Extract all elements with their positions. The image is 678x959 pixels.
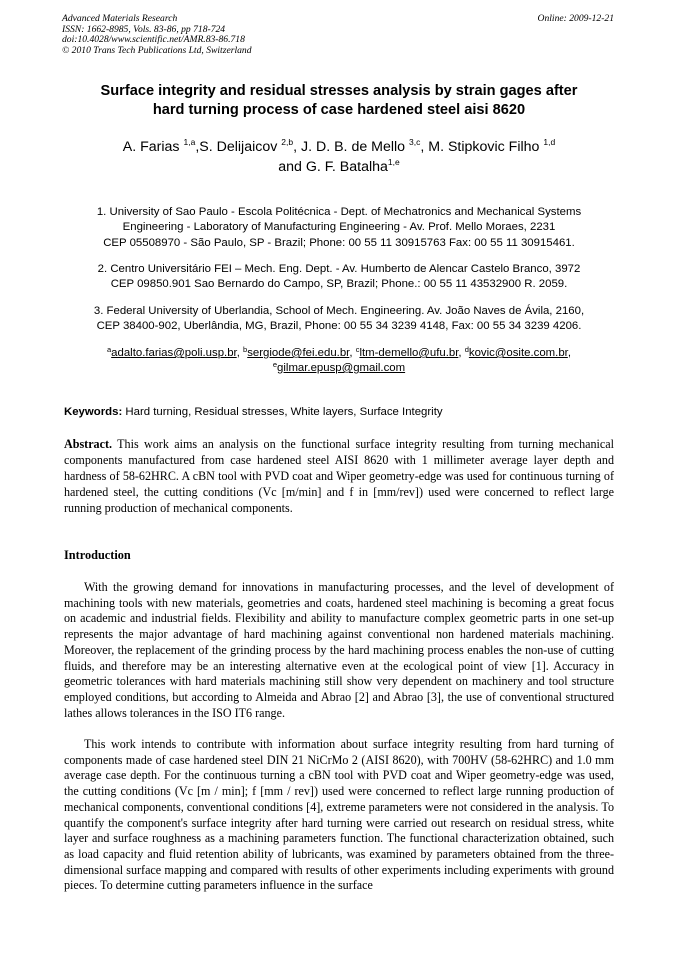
author-affil-sup: 1,e: [387, 157, 400, 167]
affiliation-line: 3. Federal University of Uberlandia, School of Mech. Engineering. Av. João Naves de Ávila, 2160,: [93, 305, 585, 317]
abstract-text: This work aims an analysis on the functional surface integrity resulting from turning mechanical components manufactured from case hardened steel AISI 8620 with 1 millimeter average layer depth and hardness of 58-62HRC. A cBN tool with PVD coat and Wiper geometry-edge was used for continuous turning of hardened steel, the cutting conditions (Vc [m/min] and f in [mm/rev]) used were concerned to reflect large running production of mechanical components.: [64, 437, 614, 516]
affiliation-3: [60, 304, 618, 335]
author-name: and G. F. Batalha: [278, 159, 388, 175]
paper-title: [60, 82, 618, 120]
affiliation-line: CEP 05508970 - São Paulo, SP - Brazil; Phone: 00 55 11 30915763 Fax: 00 55 11 30915461.: [103, 236, 575, 249]
journal-header: [62, 14, 252, 56]
author-affil-sup: 1,a: [183, 137, 196, 147]
doi-line: doi:10.4028/www.scientific.net/AMR.83-86.718: [62, 34, 245, 46]
email-sup: b: [243, 345, 248, 354]
affiliation-line: CEP 09850.901 Sao Bernardo do Campo, SP, Brazil; Phone.: 00 55 11 43532900 R. 2059.: [110, 278, 568, 291]
issn-line: ISSN: 1662-8985, Vols. 83-86, pp 718-724: [62, 23, 226, 35]
email-sup: a: [106, 345, 112, 354]
email-link-b[interactable]: sergiode@fei.edu.br: [247, 347, 350, 359]
title-line-2: hard turning process of case hardened steel aisi 8620: [152, 102, 526, 118]
email-link-a[interactable]: adalto.farias@poli.usp.br: [111, 347, 237, 359]
author-name: , J. D. B. de Mello: [293, 139, 406, 155]
author-name: A. Farias: [122, 139, 180, 155]
author-affil-sup: 1,d: [543, 137, 556, 147]
affiliation-line: CEP 38400-902, Uberlândia, MG, Brazil, Phone: 00 55 34 3239 4148, Fax: 00 55 34 3239 4206.: [96, 320, 582, 333]
online-date: Online: 2009-12-21: [537, 13, 614, 24]
keywords: [64, 405, 620, 420]
affiliation-2: [60, 262, 618, 293]
author-emails: [60, 346, 618, 376]
author-line-1: [60, 137, 618, 157]
affiliation-line: Engineering - Laboratory of Manufacturing Engineering - Av. Prof. Mello Moraes, 2231: [122, 221, 556, 234]
affiliation-line: 2. Centro Universitário FEI – Mech. Eng. Dept. - Av. Humberto de Alencar Castelo Branco, 3972: [97, 263, 581, 275]
abstract: [64, 436, 614, 516]
copyright-line: © 2010 Trans Tech Publications Ltd, Switzerland: [62, 44, 252, 56]
keywords-text: Hard turning, Residual stresses, White layers, Surface Integrity: [125, 406, 443, 418]
email-sup: d: [464, 345, 469, 354]
title-line-1: Surface integrity and residual stresses analysis by strain gages after: [100, 83, 578, 99]
introduction-heading: Introduction: [64, 548, 131, 562]
author-name: ,S. Delijaicov: [195, 139, 278, 155]
email-line-2: [60, 361, 618, 376]
author-line-2: [60, 157, 618, 177]
journal-name: Advanced Materials Research: [62, 13, 178, 24]
email-link-e[interactable]: gilmar.epusp@gmail.com: [277, 362, 406, 374]
affiliation-line: 1. University of Sao Paulo - Escola Politécnica - Dept. of Mechatronics and Mechanical Systems: [96, 206, 582, 218]
email-line-1: $^a$adalto.farias@poli.usp.br, $^b$sergiode@fei.edu.br, $^c$ltm-demello@ufu.br, $^d$kovic@osite.com.br,: [106, 345, 571, 359]
email-link-c[interactable]: ltm-demello@ufu.br: [359, 347, 459, 359]
email-link-d[interactable]: kovic@osite.com.br: [468, 347, 568, 359]
author-list: [60, 137, 618, 177]
keywords-label: Keywords:: [64, 406, 123, 418]
abstract-label: Abstract.: [64, 437, 113, 451]
author-affil-sup: 3,c: [409, 137, 421, 147]
affiliation-1: [60, 205, 618, 251]
email-sup: c: [355, 345, 360, 354]
email-sup: e: [272, 360, 278, 369]
author-affil-sup: 2,b: [281, 137, 294, 147]
author-name: , M. Stipkovic Filho: [420, 139, 540, 155]
introduction-paragraph-1: With the growing demand for innovations in manufacturing processes, and the level of development of machining tools with new materials, geometries and coats, hardened steel machining is becoming a great focus on academic and industrial fields. Flexibility and ability to manufacture complex geometric parts in one set-up represents the major advantage of hard machining against conventional non hardened materials machining. Moreover, the replacement of the grinding process by the hard machining process enables the non-use of cutting fluids, and therefore may be an interesting alternative even at the ecological point of view [1]. Accuracy in geometric tolerances with hard materials machining still show very dependent on machinery and tool structure employed conditions, but according to Almeida and Abrao [2] and Abrao [3], the use of conventional structured lathes allows tolerances in the ISO IT6 range.: [64, 580, 614, 720]
introduction-paragraph-2: This work intends to contribute with information about surface integrity resulting from hard turning of components made of case hardened steel DIN 21 NiCrMo 2 (AISI 8620), with 700HV (58-62HRC) and 1.0 mm average case depth. For the continuous turning a cBN tool with PVD coat and Wiper geometry-edge was used, the cutting conditions (Vc [m / min]; f [mm / rev]) used were concerned to reflect large running production of mechanical components, conventional conditions [4], extreme parameters were not considered in the analysis. To quantify the component's surface integrity after hard turning were carried out research on residual stress, white layer and surface roughness as a machining parameters function. The functional characterization obtained, such as load capacity and fluid retention ability of lubricants, was examined by parameters obtained from the three-dimensional surface mapping and compared with results of other experiments including experiments with ground pieces. To determine cutting parameters influence in the surface: [64, 737, 614, 893]
